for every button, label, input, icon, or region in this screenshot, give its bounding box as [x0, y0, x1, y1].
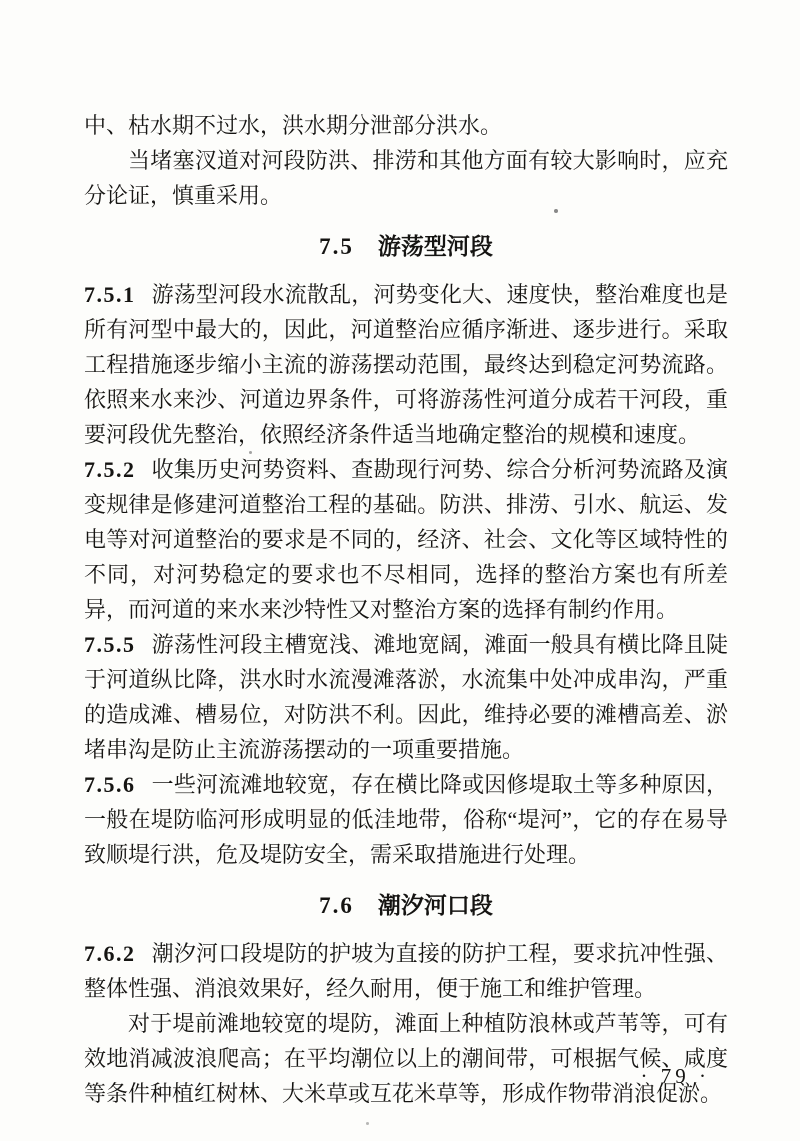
- section-number: 7.6: [319, 893, 354, 918]
- scan-artifact-dot: [366, 1122, 369, 1125]
- section-heading: [84, 888, 728, 923]
- paragraph-text: 游荡性河段主槽宽浅、滩地宽阔，滩面一般具有横比降且陡于河道纵比降，洪水时水流漫滩落淤，水流集中处冲成串沟，严重的造成滩、槽易位，对防洪不利。因此，维持必要的滩槽高差、淤堵串沟是防止主流游荡摆动的一项重要措施。: [84, 632, 728, 762]
- section-heading: [84, 229, 728, 264]
- paragraph-text: 游荡型河段水流散乱，河势变化大、速度快，整治难度也是所有河型中最大的，因此，河道整治应循序渐进、逐步进行。采取工程措施逐步缩小主流的游荡摆动范围，最终达到稳定河势流路。依照来水来沙、河道边界条件，可将游荡性河道分成若干河段，重要河段优先整治，依照经济条件适当地确定整治的规模和速度。: [84, 282, 728, 447]
- page-number: · 79 ·: [640, 1064, 710, 1088]
- paragraph-text: 收集历史河势资料、查勘现行河势、综合分析河势流路及演变规律是修建河道整治工程的基础。防洪、排涝、引水、航运、发电等对河道整治的要求是不同的，经济、社会、文化等区域特性的不同，对河势稳定的要求也不尽相同，选择的整治方案也有所差异，而河道的来水来沙特性又对整治方案的选择有制约作用。: [84, 457, 728, 622]
- paragraph-text: 一些河流滩地较宽，存在横比降或因修堤取土等多种原因，一般在堤防临河形成明显的低洼地带，俗称“堤河”，它的存在易导致顺堤行洪，危及堤防安全，需采取措施进行处理。: [84, 772, 728, 867]
- paragraph-text: 潮汐河口段堤防的护坡为直接的防护工程，要求抗冲性强、整体性强、消浪效果好，经久耐用，便于施工和维护管理。: [84, 941, 728, 1001]
- clause-number: 7.6.2: [84, 941, 136, 966]
- clause-paragraph: [84, 936, 728, 1006]
- section-title: 游荡型河段: [377, 234, 493, 259]
- clause-number: 7.5.6: [84, 772, 136, 797]
- section-number: 7.5: [319, 234, 354, 259]
- paragraph-text: 当堵塞汊道对河段防洪、排涝和其他方面有较大影响时，应充分论证，慎重采用。: [84, 148, 728, 208]
- clause-paragraph: [84, 452, 728, 627]
- body-paragraph: [84, 108, 728, 143]
- scan-artifact-dot: [249, 451, 252, 454]
- clause-number: 7.5.5: [84, 632, 136, 657]
- section-title: 潮汐河口段: [377, 893, 493, 918]
- body-paragraph: [84, 143, 728, 213]
- clause-number: 7.5.2: [84, 457, 136, 482]
- clause-paragraph: [84, 277, 728, 452]
- paragraph-text: 对于堤前滩地较宽的堤防，滩面上种植防浪林或芦苇等，可有效地消减波浪爬高；在平均潮位以上的潮间带，可根据气候、咸度等条件种植红树林、大米草或互花米草等，形成作物带消浪促淤。: [84, 1011, 728, 1106]
- paragraph-text: 中、枯水期不过水，洪水期分泄部分洪水。: [84, 113, 503, 138]
- scan-artifact-dot: [554, 209, 558, 213]
- clause-paragraph: [84, 767, 728, 872]
- body-paragraph: [84, 1006, 728, 1111]
- clause-paragraph: [84, 627, 728, 767]
- clause-number: 7.5.1: [84, 282, 136, 307]
- document-body: [84, 108, 728, 1111]
